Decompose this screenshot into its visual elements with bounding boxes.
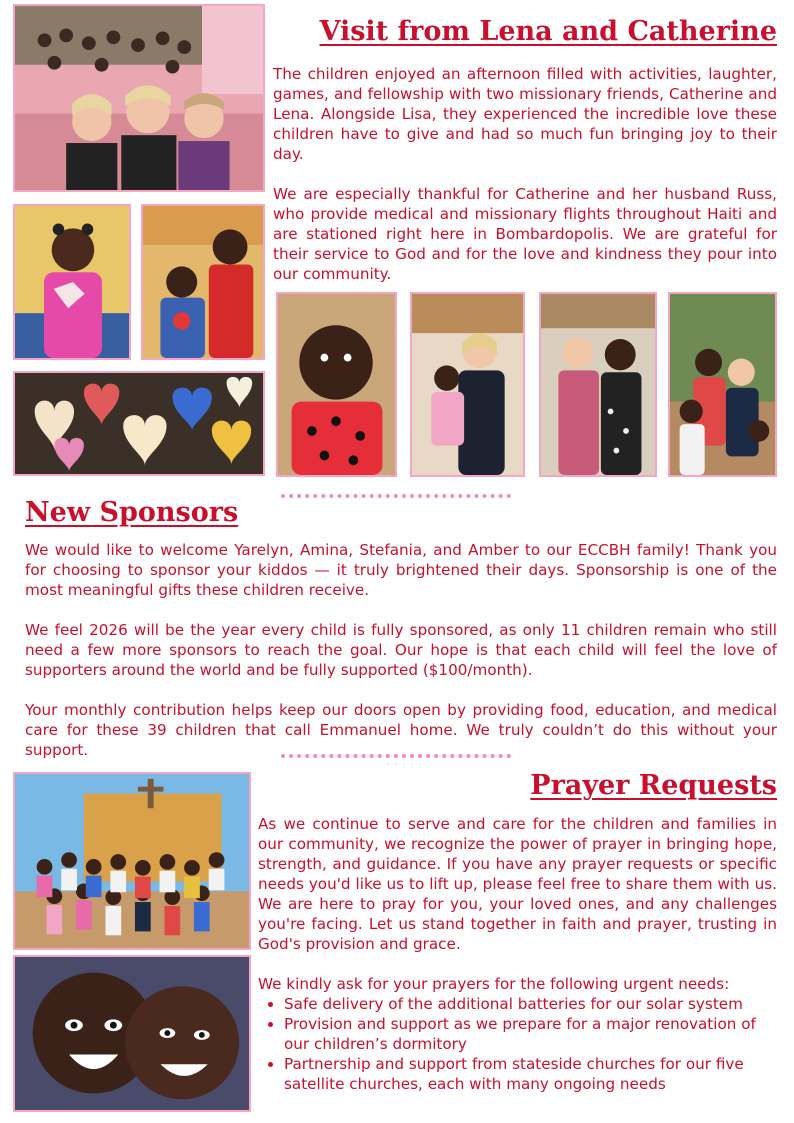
photo-girl-red-shirt (276, 292, 397, 477)
section-divider-bottom (281, 754, 511, 758)
prayer-need-item: • Partnership and support from stateside churches for our five satellite churches, each with many ongoing needs (284, 1054, 777, 1094)
sponsors-heading: New Sponsors (25, 497, 239, 528)
photo-two-boys-smiling (13, 955, 251, 1112)
prayer-needs-list (258, 994, 777, 1094)
section-divider-top (281, 494, 511, 498)
photo-group-selfie (13, 4, 265, 192)
prayer-heading: Prayer Requests (530, 770, 777, 801)
photo-children-hugging (668, 292, 777, 477)
visit-heading: Visit from Lena and Catherine (319, 16, 777, 47)
visit-paragraph-1: The children enjoyed an afternoon filled with activities, laughter, games, and fellowship with two missionary friends, Catherine and Lena. Alongside Lisa, they experienced the incredible love these children have to give and had so much fun bringing joy to their day. (273, 65, 777, 163)
prayer-need-item: • Provision and support as we prepare for a major renovation of our children’s dormitory (284, 1014, 777, 1054)
photo-woman-with-child (410, 292, 525, 477)
sponsors-paragraph-1: We would like to welcome Yarelyn, Amina, Stefania, and Amber to our ECCBH family! Thank you for choosing to sponsor your kiddos — it truly brightened their days. Sponsorship is one of the most meaningful gifts these children receive. (25, 541, 777, 599)
sponsors-paragraph-3: Your monthly contribution helps keep our doors open by providing food, education, and medical care for these 39 children that call Emmanuel home. We truly couldn’t do this without your support. (25, 701, 777, 759)
prayer-need-item: • Safe delivery of the additional batteries for our solar system (284, 994, 777, 1014)
sponsors-paragraph-2: We feel 2026 will be the year every child is fully sponsored, as only 11 children remain who still need a few more sponsors to reach the goal. Our hope is that each child will feel the love of supporters around the world and be fully supported ($100/month). (25, 621, 777, 679)
photo-two-women (539, 292, 657, 477)
photo-children-church (13, 772, 251, 950)
prayer-paragraph-1: As we continue to serve and care for the children and families in our community, we recognize the power of prayer in bringing hope, strength, and guidance. If you have any prayer requests or specific needs you'd like us to lift up, please feel free to share them with us. We are here to pray for you, your loved ones, and any challenges you're facing. Let us stand together in faith and prayer, trusting in God's provision and grace. (258, 815, 777, 953)
photo-two-boys (141, 204, 265, 360)
photo-girl-pink (13, 204, 131, 360)
visit-paragraph-2: We are especially thankful for Catherine and her husband Russ, who provide medical and missionary flights throughout Haiti and are stationed right here in Bombardopolis. We are grateful for their service to God and for the love and kindness they pour into our community. (273, 185, 777, 283)
prayer-intro: We kindly ask for your prayers for the following urgent needs: (258, 975, 730, 993)
photo-heart-ornaments (13, 371, 265, 476)
